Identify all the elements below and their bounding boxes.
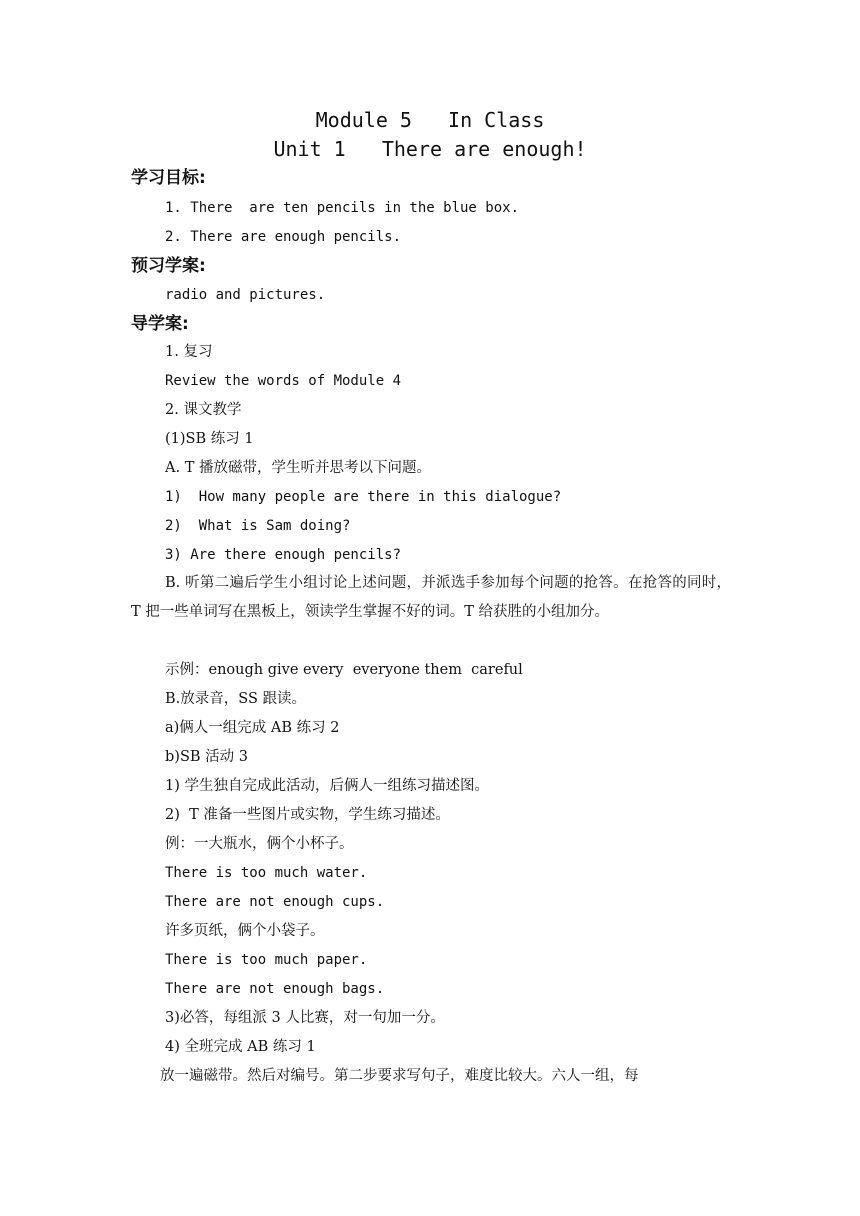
guide-line: (1)SB 练习 1 — [165, 431, 254, 447]
question-line: 1) How many people are there in this dialogue? — [165, 489, 562, 505]
question-line: 2) What is Sam doing? — [165, 518, 351, 534]
guide-line: 2) T 准备一些图片或实物，学生练习描述。 — [165, 807, 450, 823]
objectives-heading: 学习目标: — [131, 168, 206, 188]
last-line: 放一遍磁带。然后对编号。第二步要求写句子，难度比较大。六人一组，每 — [160, 1068, 639, 1084]
objective-item: 2. There are enough pencils. — [165, 229, 402, 245]
module-title: Module 5 In Class — [315, 108, 545, 132]
preview-heading: 预习学案: — [131, 256, 206, 276]
guide-line: 1. 复习 — [165, 344, 213, 360]
guide-heading: 导学案: — [131, 314, 189, 334]
paragraph-b: B. 听第二遍后学生小组讨论上述问题，并派选手参加每个问题的抢答。在抢答的同时，T 把一些单词写在黑板上，领读学生掌握不好的词。T 给获胜的小组加分。 — [131, 575, 731, 620]
guide-line: 1) 学生独自完成此活动，后俩人一组练习描述图。 — [165, 778, 489, 794]
guide-line: 4) 全班完成 AB 练习 1 — [165, 1039, 316, 1055]
guide-line: 例：一大瓶水，俩个小杯子。 — [165, 836, 354, 852]
guide-line: A. T 播放磁带，学生听并思考以下问题。 — [165, 460, 431, 476]
question-line: 3) Are there enough pencils? — [165, 547, 402, 563]
guide-line: Review the words of Module 4 — [165, 373, 402, 389]
guide-line: 许多页纸，俩个小袋子。 — [165, 923, 325, 939]
objective-item: 1. There are ten pencils in the blue box. — [165, 200, 520, 216]
preview-item: radio and pictures. — [165, 287, 326, 303]
guide-line: a)俩人一组完成 AB 练习 2 — [165, 720, 340, 736]
guide-line: 3)必答，每组派 3 人比赛，对一句加一分。 — [165, 1010, 445, 1026]
example-line: 示例：enough give every everyone them careful — [165, 662, 523, 678]
sentence-line: There are not enough cups. — [165, 894, 385, 910]
sentence-line: There is too much water. — [165, 865, 368, 881]
sentence-line: There are not enough bags. — [165, 981, 385, 997]
guide-line: b)SB 活动 3 — [165, 749, 248, 765]
sentence-line: There is too much paper. — [165, 952, 368, 968]
unit-title: Unit 1 There are enough! — [273, 137, 587, 161]
guide-line: B.放录音，SS 跟读。 — [165, 691, 306, 707]
guide-line: 2. 课文教学 — [165, 402, 242, 418]
